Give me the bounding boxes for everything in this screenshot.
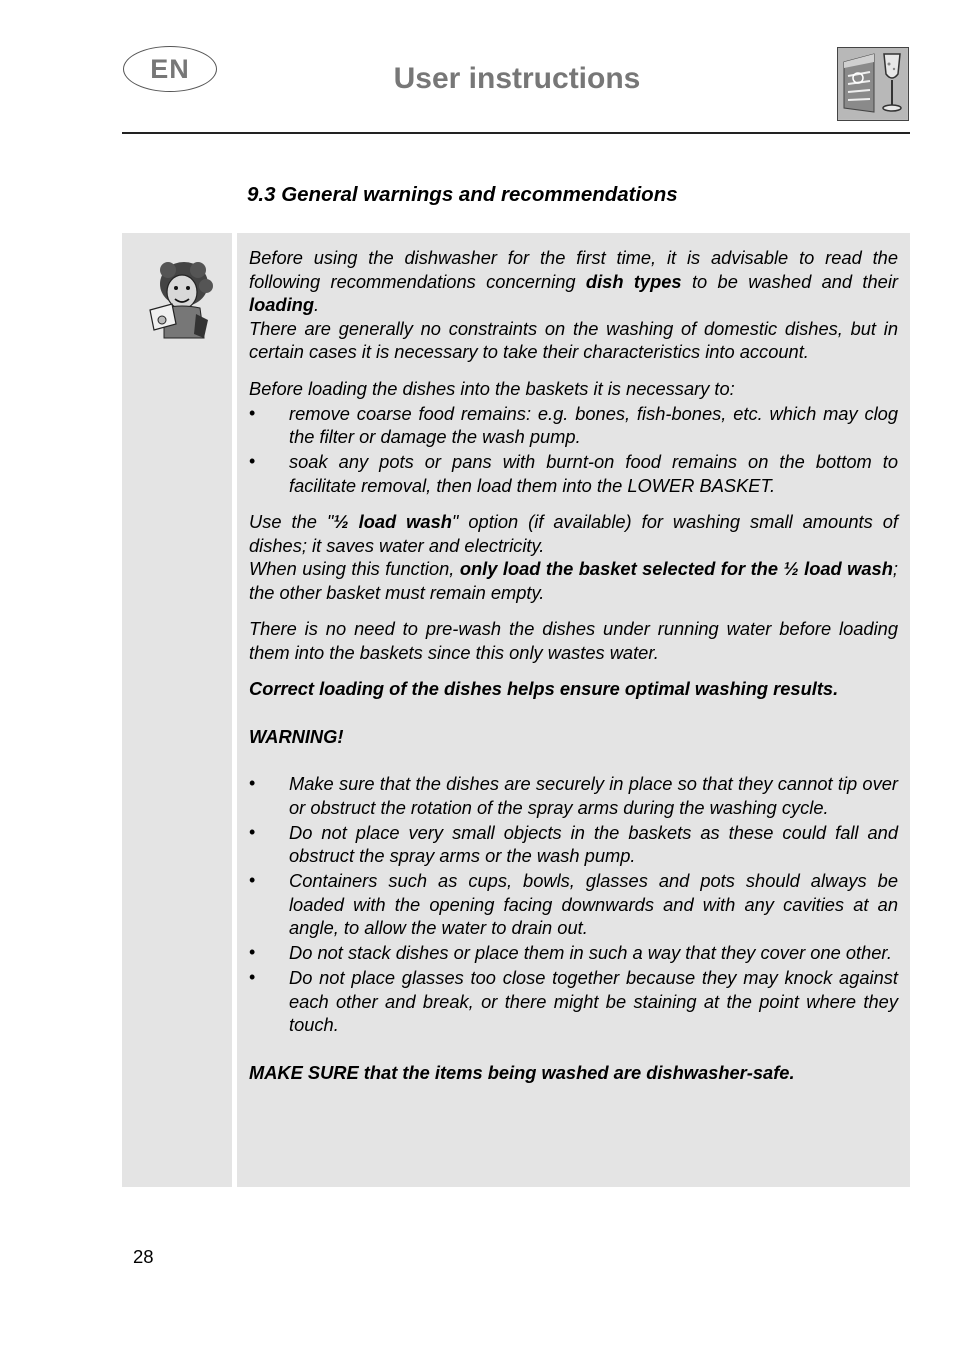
- list-item: • soak any pots or pans with burnt-on food remains on the bottom to facilitate removal, then load them into the LOWER BASKET.: [249, 450, 898, 497]
- page-header: [0, 0, 954, 140]
- content-text: [249, 246, 898, 1084]
- before-loading-lead: Before loading the dishes into the baskets it is necessary to:: [249, 377, 735, 399]
- header-divider: [122, 132, 910, 134]
- section-title: 9.3 General warnings and recommendations: [247, 183, 678, 206]
- warning-heading: WARNING!: [249, 725, 344, 747]
- header-title: User instructions: [393, 62, 641, 95]
- intro-paragraph: Before using the dishwasher for the first time, it is advisable to read the following recommendations concerning dish types to be washed and their loading.: [249, 247, 898, 315]
- list-item: • remove coarse food remains: e.g. bones, fish-bones, etc. which may clog the filter or damage the wash pump.: [249, 402, 898, 449]
- mascot-icon: [142, 258, 220, 342]
- list-item: • Do not place glasses too close together because they may knock against each other and break, or there might be staining at the point where they touch.: [249, 966, 898, 1037]
- before-loading-list: [249, 402, 898, 498]
- list-item: • Make sure that the dishes are securely in place so that they cannot tip over or obstruct the rotation of the spray arms during the washing cycle.: [249, 772, 898, 819]
- warning-list: [249, 772, 898, 1037]
- final-note: MAKE SURE that the items being washed are dishwasher-safe.: [249, 1061, 795, 1083]
- correct-loading-note: Correct loading of the dishes helps ensure optimal washing results.: [249, 678, 839, 699]
- page-number: 28: [133, 1246, 154, 1267]
- intro-paragraph-2: There are generally no constraints on the washing of domestic dishes, but in certain cases it is necessary to take their characteristics into account.: [249, 317, 898, 362]
- list-item: • Containers such as cups, bowls, glasses and pots should always be loaded with the opening facing downwards and with any cavities at an angle, to allow the water to drain out.: [249, 869, 898, 940]
- sidebar-panel: [122, 233, 232, 1187]
- prewash-paragraph: There is no need to pre-wash the dishes under running water before loading them into the baskets since this only wastes water.: [249, 618, 898, 663]
- language-badge: EN: [123, 46, 217, 92]
- list-item: • Do not place very small objects in the baskets as these could fall and obstruct the spray arms or the wash pump.: [249, 821, 898, 868]
- list-item: • Do not stack dishes or place them in such a way that they cover one other.: [249, 941, 898, 965]
- half-load-paragraph-2: When using this function, only load the basket selected for the ½ load wash; the other basket must remain empty.: [249, 558, 898, 603]
- half-load-paragraph: Use the "½ load wash" option (if available) for washing small amounts of dishes; it saves water and electricity.: [249, 511, 898, 556]
- dishwasher-icon: [837, 47, 909, 121]
